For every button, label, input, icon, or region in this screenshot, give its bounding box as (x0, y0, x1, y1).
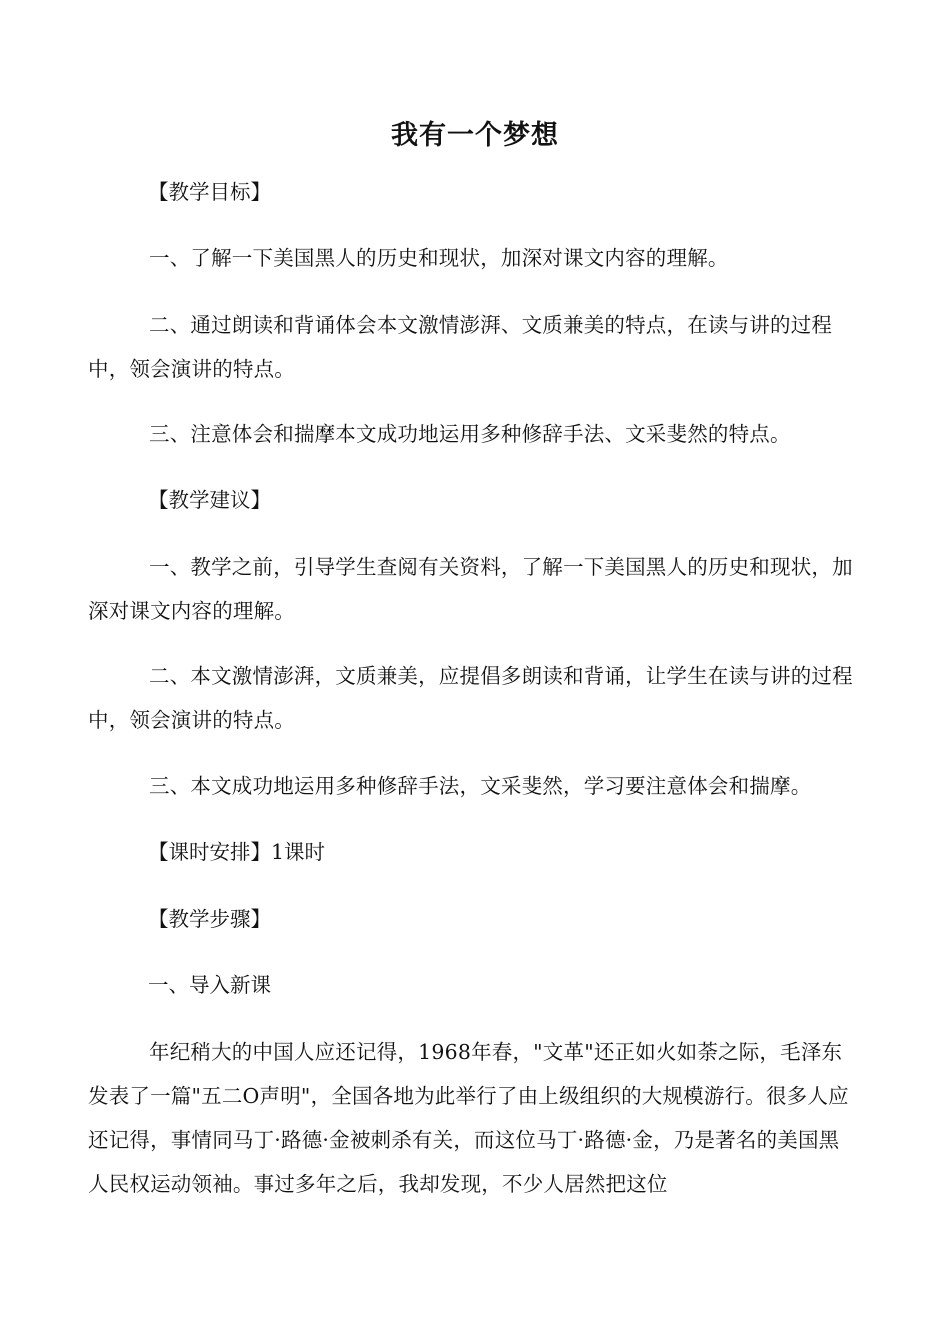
document-title: 我有一个梦想 (391, 120, 559, 151)
step-heading-1: 一、导入新课 (148, 973, 271, 997)
suggestion-item-3: 三、本文成功地运用多种修辞手法，文采斐然，学习要注意体会和揣摩。 (149, 774, 812, 798)
schedule-line: 【课时安排】1课时 (148, 840, 326, 864)
suggestion-item-1: 一、教学之前，引导学生查阅有关资料，了解一下美国黑人的历史和现状，加深对课文内容的理解。 (88, 555, 853, 623)
section-heading-suggestions: 【教学建议】 (148, 488, 271, 512)
intro-paragraph: 年纪稍大的中国人应还记得，1968年春，"文革"还正如火如荼之际，毛泽东发表了一篇"五二O声明"，全国各地为此举行了由上级组织的大规模游行。很多人应还记得，事情同马丁·路德·金被刺杀有关，而这位马丁·路德·金，乃是著名的美国黑人民权运动领袖。事过多年之后，我却发现，不少人居然把这位 (88, 1040, 849, 1196)
suggestion-item-2: 二、本文激情澎湃，文质兼美，应提倡多朗读和背诵，让学生在读与讲的过程中，领会演讲的特点。 (88, 664, 853, 732)
section-heading-steps: 【教学步骤】 (148, 907, 271, 931)
goal-item-2: 二、通过朗读和背诵体会本文激情澎湃、文质兼美的特点，在读与讲的过程中，领会演讲的特点。 (88, 313, 833, 381)
section-heading-goals: 【教学目标】 (148, 180, 271, 204)
goal-item-3: 三、注意体会和揣摩本文成功地运用多种修辞手法、文采斐然的特点。 (149, 422, 791, 446)
goal-item-1: 一、了解一下美国黑人的历史和现状，加深对课文内容的理解。 (149, 246, 729, 270)
